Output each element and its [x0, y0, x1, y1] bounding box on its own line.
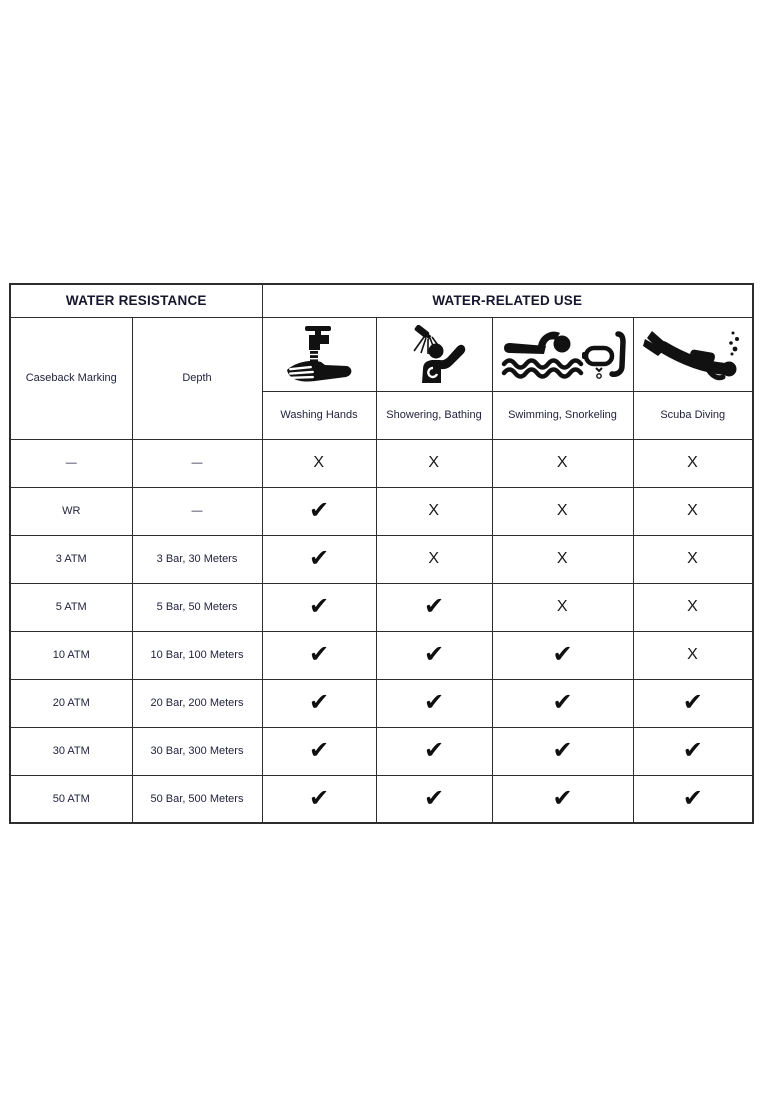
- usage-mark: X: [633, 631, 753, 679]
- caseback-marking-column-header: Caseback Marking: [10, 317, 132, 439]
- showering-bathing-icon: [377, 325, 492, 383]
- marking-cell: 50 ATM: [10, 775, 132, 823]
- table-row: [10, 439, 753, 487]
- showering-bathing-cell: [376, 317, 492, 391]
- usage-mark: ✔: [262, 679, 376, 727]
- water-resistance-table: [9, 283, 753, 824]
- usage-mark: X: [376, 439, 492, 487]
- usage-mark: ✔: [492, 679, 633, 727]
- marking-cell: WR: [10, 487, 132, 535]
- table-row: [10, 631, 753, 679]
- activity-label-showering-bathing: Showering, Bathing: [376, 391, 492, 439]
- usage-mark: X: [633, 439, 753, 487]
- depth-cell: 10 Bar, 100 Meters: [132, 631, 262, 679]
- usage-mark: ✔: [262, 775, 376, 823]
- water-related-use-header: WATER-RELATED USE: [262, 284, 753, 317]
- usage-mark: X: [492, 583, 633, 631]
- depth-cell: —: [132, 487, 262, 535]
- usage-mark: ✔: [376, 727, 492, 775]
- usage-mark: X: [492, 487, 633, 535]
- usage-mark: ✔: [492, 727, 633, 775]
- swimming-snorkeling-cell: [492, 317, 633, 391]
- table-row: [10, 487, 753, 535]
- table-row: [10, 775, 753, 823]
- depth-cell: 20 Bar, 200 Meters: [132, 679, 262, 727]
- usage-mark: X: [633, 535, 753, 583]
- usage-mark: ✔: [633, 775, 753, 823]
- activity-label-swimming-snorkeling: Swimming, Snorkeling: [492, 391, 633, 439]
- washing-hands-icon: [263, 326, 376, 382]
- usage-mark: ✔: [633, 679, 753, 727]
- usage-mark: X: [492, 535, 633, 583]
- depth-cell: —: [132, 439, 262, 487]
- washing-hands-cell: [262, 317, 376, 391]
- marking-cell: 5 ATM: [10, 583, 132, 631]
- usage-mark: ✔: [262, 727, 376, 775]
- usage-mark: ✔: [262, 487, 376, 535]
- usage-mark: ✔: [492, 775, 633, 823]
- depth-cell: 5 Bar, 50 Meters: [132, 583, 262, 631]
- marking-cell: 3 ATM: [10, 535, 132, 583]
- usage-mark: X: [633, 583, 753, 631]
- usage-mark: ✔: [262, 631, 376, 679]
- usage-mark: X: [262, 439, 376, 487]
- usage-mark: ✔: [262, 583, 376, 631]
- usage-mark: ✔: [376, 775, 492, 823]
- depth-column-header: Depth: [132, 317, 262, 439]
- marking-cell: 30 ATM: [10, 727, 132, 775]
- table-row: [10, 535, 753, 583]
- table-row: [10, 583, 753, 631]
- marking-cell: —: [10, 439, 132, 487]
- depth-cell: 50 Bar, 500 Meters: [132, 775, 262, 823]
- usage-mark: ✔: [262, 535, 376, 583]
- table-row: [10, 679, 753, 727]
- usage-mark: ✔: [376, 631, 492, 679]
- usage-mark: ✔: [376, 583, 492, 631]
- usage-mark: X: [376, 487, 492, 535]
- usage-mark: ✔: [492, 631, 633, 679]
- activity-label-washing-hands: Washing Hands: [262, 391, 376, 439]
- scuba-diving-cell: [633, 317, 753, 391]
- depth-cell: 3 Bar, 30 Meters: [132, 535, 262, 583]
- usage-mark: X: [633, 487, 753, 535]
- swimming-snorkeling-icon: [493, 326, 633, 382]
- water-resistance-header: WATER RESISTANCE: [10, 284, 262, 317]
- usage-mark: X: [492, 439, 633, 487]
- usage-mark: X: [376, 535, 492, 583]
- activity-label-scuba-diving: Scuba Diving: [633, 391, 753, 439]
- depth-cell: 30 Bar, 300 Meters: [132, 727, 262, 775]
- marking-cell: 20 ATM: [10, 679, 132, 727]
- marking-cell: 10 ATM: [10, 631, 132, 679]
- usage-mark: ✔: [633, 727, 753, 775]
- scuba-diving-icon: [634, 327, 753, 381]
- usage-mark: ✔: [376, 679, 492, 727]
- table-row: [10, 727, 753, 775]
